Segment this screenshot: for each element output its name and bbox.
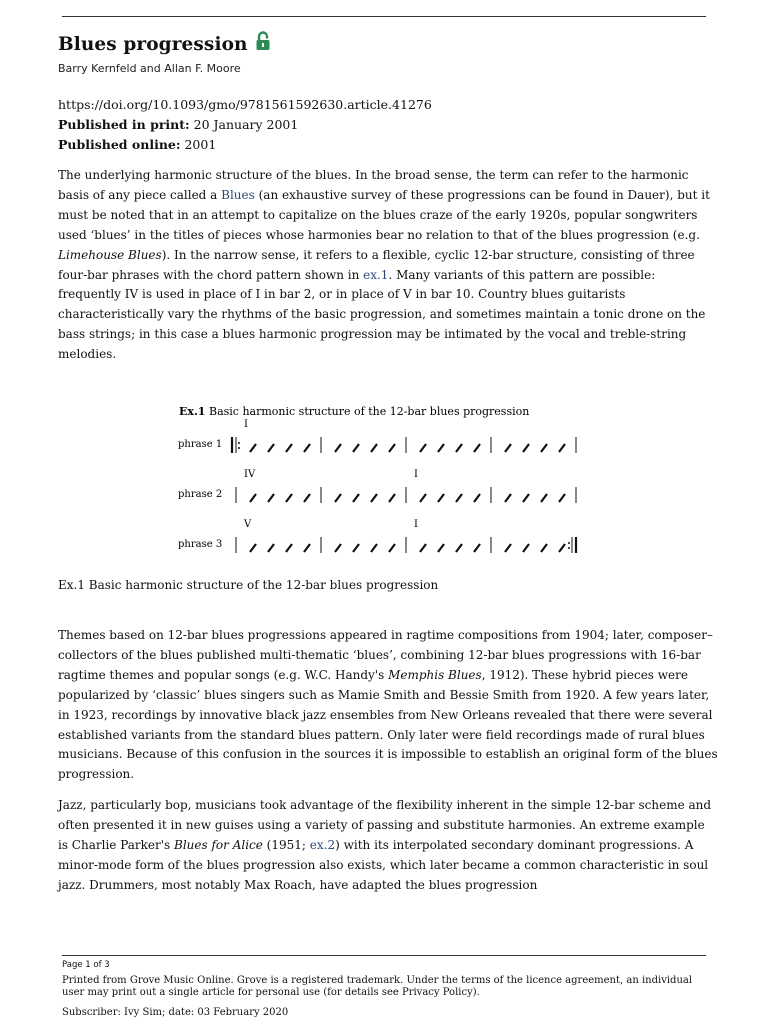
- article-title: Blues progression: [58, 34, 248, 55]
- paragraph-text: (an exhaustive survey of these progressions can be found in Dauer), but it must be noted that in an attempt to capitalize on the blues craze of the early 1920s, popular songwriters used ‘blues’ in the titles of pieces whose harmonies bear no relation to that of the blues progression (e.g.: [58, 187, 710, 242]
- beat-slash: [505, 444, 511, 452]
- beat-slash: [438, 444, 444, 452]
- beat-slash: [541, 494, 547, 502]
- beat-slash: [371, 444, 377, 452]
- published-print-value: 20 January 2001: [193, 117, 299, 132]
- beat-slash: [541, 444, 547, 452]
- paragraph-1: [58, 166, 718, 365]
- beat-slash: [389, 544, 395, 552]
- phrase-label: phrase 2: [178, 489, 223, 500]
- beat-slash: [304, 444, 310, 452]
- blues-link[interactable]: Blues: [221, 187, 255, 202]
- beat-slash: [268, 544, 274, 552]
- beat-slash: [286, 494, 292, 502]
- paragraph-2: [58, 626, 718, 785]
- paragraph-text: Jazz, particularly bop, musicians took advantage of the flexibility inherent in the simple 12-bar scheme and often presented it in new guises using a variety of passing and substitute harmonies. An extreme example is Charlie Parker's: [58, 798, 712, 852]
- open-lock-icon: [255, 31, 271, 51]
- beat-slash: [456, 544, 462, 552]
- phrase-label: phrase 1: [178, 439, 223, 450]
- paragraph-text: The underlying harmonic structure of the blues. In the broad sense, the term can refer to the harmonic basis of any piece called a: [58, 168, 689, 202]
- beat-slash: [335, 444, 341, 452]
- page-number: Page 1 of 3: [62, 960, 110, 970]
- beat-slash: [559, 544, 565, 552]
- music-example-svg: [176, 400, 596, 566]
- beat-slash: [353, 544, 359, 552]
- paragraph-text: Themes based on 12-bar blues progressions appeared in ragtime compositions from 1904; later, composer–collectors of the blues published multi-thematic ‘blues’, combining 12-bar blues progressions with 16-bar ragtime themes and popular songs (e.g. W.C. Handy's: [58, 628, 713, 682]
- beat-slash: [438, 494, 444, 502]
- published-online-label: Published online:: [58, 137, 181, 152]
- beat-slash: [420, 544, 426, 552]
- paragraph-text: ) with its interpolated secondary dominant progressions. A minor-mode form of the blues progression also exists, which later became a common characteristic in soul jazz. Drummers, most notably Max Roach, have adapted the blues progression: [58, 837, 709, 892]
- beat-slash: [456, 444, 462, 452]
- licence-notice: Printed from Grove Music Online. Grove is a registered trademark. Under the terms of the licence agreement, an individual user may print out a single article for personal use (for details see Privacy Policy).: [62, 975, 693, 998]
- beat-slash: [523, 544, 529, 552]
- ex1-link[interactable]: ex.1: [363, 267, 389, 282]
- paragraph-text: (1951;: [262, 837, 310, 852]
- chord-symbol: I: [244, 419, 248, 430]
- paragraph-3: [58, 796, 718, 896]
- figure-heading-text: Basic harmonic structure of the 12-bar blues progression: [209, 405, 530, 418]
- subscriber-info: Subscriber: Ivy Sim; date: 03 February 2020: [62, 1007, 289, 1018]
- beat-slash: [304, 494, 310, 502]
- beat-slash: [505, 494, 511, 502]
- beat-slash: [559, 444, 565, 452]
- beat-slash: [420, 494, 426, 502]
- beat-slash: [420, 444, 426, 452]
- chord-symbol: IV: [244, 469, 256, 480]
- beat-slash: [505, 544, 511, 552]
- phrases-group: [178, 419, 576, 553]
- doi-link[interactable]: https://doi.org/10.1093/gmo/9781561592630.article.41276: [58, 97, 432, 112]
- figure-heading-label: Ex.1: [179, 405, 206, 418]
- repeat-dot: [568, 542, 570, 544]
- ex2-link[interactable]: ex.2: [309, 837, 336, 852]
- beat-slash: [250, 494, 256, 502]
- emphasis-title: Blues for Alice: [174, 837, 263, 852]
- paragraph-text: . Many variants of this pattern are possible: frequently IV is used in place of I in bar 2, or in place of V in bar 10. Country blues guitarists characteristically vary the rhythms of the basic progression, and sometimes maintain a tonic drone on the bass strings; in this case a blues harmonic progression may be intimated by the vocal and treble-string melodies.: [58, 267, 706, 362]
- repeat-dot: [238, 442, 240, 444]
- beat-slash: [250, 444, 256, 452]
- beat-slash: [389, 494, 395, 502]
- emphasis-title: Memphis Blues: [388, 667, 482, 682]
- beat-slash: [353, 444, 359, 452]
- repeat-dot: [238, 447, 240, 449]
- beat-slash: [335, 544, 341, 552]
- paragraph-text: , 1912). These hybrid pieces were popularized by ‘classic’ blues singers such as Mamie Smith and Bessie Smith from 1920. A few years later, in 1923, recordings by innovative black jazz ensembles from New Orleans revealed that there were several established variants from the standard blues pattern. Only later were field recordings made of rural blues musicians. Because of this confusion in the sources it is impossible to establish an original form of the blues progression.: [58, 667, 718, 782]
- beat-slash: [268, 444, 274, 452]
- chord-symbol: I: [414, 519, 418, 530]
- footer-rule: [62, 955, 706, 956]
- published-print: [58, 115, 432, 135]
- beat-slash: [371, 544, 377, 552]
- article-authors: Barry Kernfeld and Allan F. Moore: [58, 62, 241, 75]
- beat-slash: [250, 544, 256, 552]
- beat-slash: [474, 494, 480, 502]
- beat-slash: [286, 444, 292, 452]
- chord-symbol: I: [414, 469, 418, 480]
- beat-slash: [474, 544, 480, 552]
- beat-slash: [389, 444, 395, 452]
- published-online: [58, 135, 432, 155]
- header-rule: [62, 16, 706, 17]
- beat-slash: [474, 444, 480, 452]
- beat-slash: [559, 494, 565, 502]
- published-online-value: 2001: [184, 137, 217, 152]
- beat-slash: [371, 494, 377, 502]
- phrase-label: phrase 3: [178, 539, 223, 550]
- beat-slash: [523, 444, 529, 452]
- paragraph-text: ). In the narrow sense, it refers to a flexible, cyclic 12-bar structure, consisting of three four-bar phrases with the chord pattern shown in: [58, 247, 695, 282]
- beat-slash: [335, 494, 341, 502]
- beat-slash: [456, 494, 462, 502]
- published-print-label: Published in print:: [58, 117, 190, 132]
- article-meta: [58, 95, 432, 155]
- chord-symbol: V: [244, 519, 252, 530]
- music-example-figure: [176, 400, 596, 566]
- repeat-dot: [568, 547, 570, 549]
- emphasis-title: Limehouse Blues: [58, 247, 162, 262]
- beat-slash: [541, 544, 547, 552]
- beat-slash: [438, 544, 444, 552]
- figure-caption: Ex.1 Basic harmonic structure of the 12-bar blues progression: [58, 578, 439, 592]
- beat-slash: [268, 494, 274, 502]
- beat-slash: [523, 494, 529, 502]
- title-row: [58, 34, 271, 55]
- beat-slash: [286, 544, 292, 552]
- beat-slash: [353, 494, 359, 502]
- beat-slash: [304, 544, 310, 552]
